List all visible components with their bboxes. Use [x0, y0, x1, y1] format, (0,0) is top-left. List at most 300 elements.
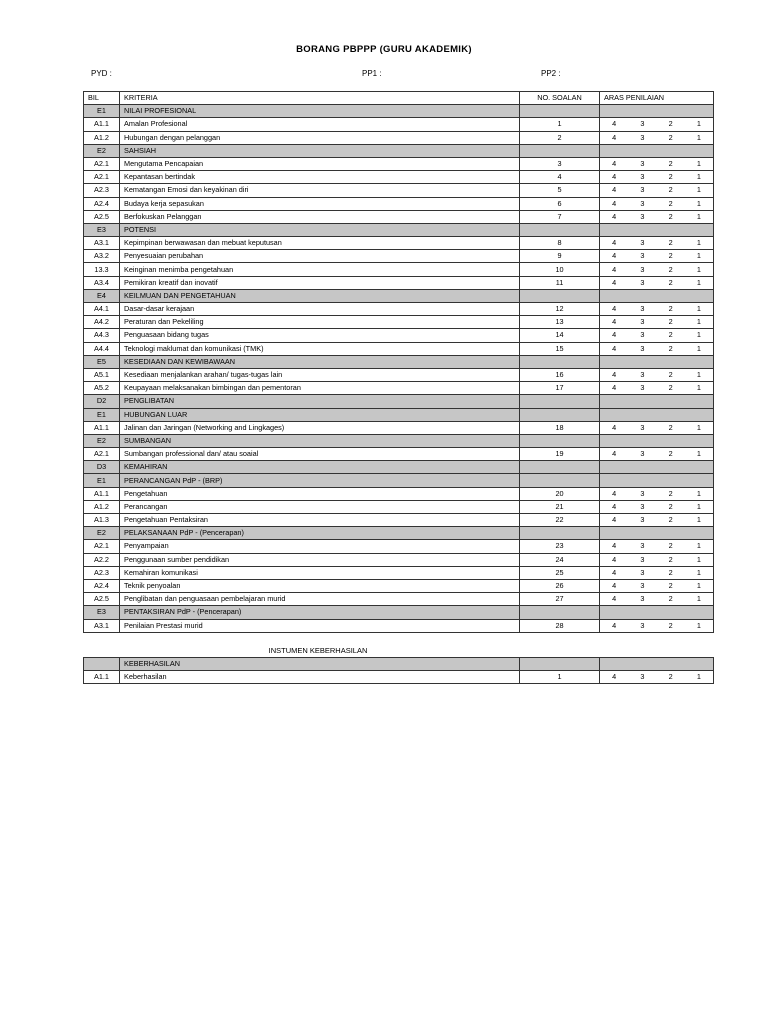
score-option[interactable]: 2 — [668, 422, 673, 432]
no-soalan-cell — [520, 408, 600, 421]
kriteria-cell: Dasar-dasar kerajaan — [120, 303, 520, 316]
score-option[interactable]: 4 — [612, 172, 617, 182]
bil-cell: A5.2 — [84, 382, 120, 395]
no-soalan-cell: 22 — [520, 514, 600, 527]
aras-penilaian-cell[interactable] — [600, 368, 714, 381]
score-option[interactable]: 1 — [696, 277, 701, 287]
score-option[interactable]: 1 — [696, 567, 701, 577]
kriteria-cell: Keberhasilan — [120, 671, 520, 684]
score-option[interactable]: 4 — [612, 198, 617, 208]
bil-cell: E1 — [84, 408, 120, 421]
aras-penilaian-cell[interactable] — [600, 118, 714, 131]
aras-penilaian-cell[interactable] — [600, 157, 714, 170]
aras-penilaian-cell[interactable] — [600, 619, 714, 632]
score-option[interactable]: 2 — [668, 343, 673, 353]
aras-penilaian-cell — [600, 658, 714, 671]
aras-penilaian-cell — [600, 289, 714, 302]
score-option[interactable]: 4 — [612, 620, 617, 630]
kriteria-cell: Sumbangan professional dan/ atau soaial — [120, 448, 520, 461]
bil-cell: A1.2 — [84, 500, 120, 513]
table-row — [84, 237, 714, 250]
score-option[interactable]: 4 — [612, 422, 617, 432]
kriteria-cell: Jalinan dan Jaringan (Networking and Lingkages) — [120, 421, 520, 434]
aras-penilaian-cell[interactable] — [600, 448, 714, 461]
score-option[interactable]: 4 — [612, 541, 617, 551]
score-option[interactable]: 4 — [612, 277, 617, 287]
table-row — [84, 421, 714, 434]
score-option[interactable]: 4 — [612, 449, 617, 459]
bil-cell: E2 — [84, 527, 120, 540]
no-soalan-cell — [520, 355, 600, 368]
instumen-title: INSTUMEN KEBERHASILAN — [268, 646, 368, 655]
section-row — [84, 527, 714, 540]
no-soalan-cell — [520, 658, 600, 671]
kriteria-cell: Mengutama Pencapaian — [120, 157, 520, 170]
score-option[interactable]: 3 — [640, 449, 645, 459]
score-option[interactable]: 3 — [640, 567, 645, 577]
section-row — [84, 105, 714, 118]
score-option[interactable]: 1 — [696, 330, 701, 340]
no-soalan-cell — [520, 105, 600, 118]
kriteria-cell: Keinginan menimba pengetahuan — [120, 263, 520, 276]
form-title: BORANG PBPPP (GURU AKADEMIK) — [296, 44, 472, 55]
bil-cell: A2.3 — [84, 566, 120, 579]
score-option[interactable]: 2 — [668, 383, 673, 393]
aras-penilaian-cell[interactable] — [600, 184, 714, 197]
kriteria-cell: Pengetahuan — [120, 487, 520, 500]
score-option[interactable]: 4 — [612, 567, 617, 577]
score-option[interactable]: 3 — [640, 211, 645, 221]
no-soalan-cell — [520, 461, 600, 474]
kriteria-cell: Pemikiran kreatif dan inovatif — [120, 276, 520, 289]
score-option[interactable]: 4 — [612, 211, 617, 221]
score-option[interactable]: 1 — [696, 119, 701, 129]
table-row — [84, 263, 714, 276]
no-soalan-cell — [520, 434, 600, 447]
score-option[interactable]: 2 — [668, 330, 673, 340]
aras-penilaian-cell — [600, 105, 714, 118]
score-option[interactable]: 4 — [612, 185, 617, 195]
score-option[interactable]: 4 — [612, 594, 617, 604]
aras-penilaian-cell[interactable] — [600, 566, 714, 579]
aras-penilaian-cell[interactable] — [600, 263, 714, 276]
score-option[interactable]: 2 — [668, 211, 673, 221]
score-option[interactable]: 4 — [612, 370, 617, 380]
bil-cell: A2.1 — [84, 540, 120, 553]
table-row — [84, 303, 714, 316]
score-option[interactable]: 1 — [696, 620, 701, 630]
score-option[interactable]: 1 — [696, 370, 701, 380]
bil-cell: E2 — [84, 144, 120, 157]
section-title: PELAKSANAAN PdP - (Pencerapan) — [120, 527, 520, 540]
score-option[interactable]: 4 — [612, 251, 617, 261]
score-option[interactable]: 1 — [696, 211, 701, 221]
section-row — [84, 434, 714, 447]
aras-penilaian-cell[interactable] — [600, 250, 714, 263]
score-option[interactable]: 1 — [696, 132, 701, 142]
table-row — [84, 487, 714, 500]
table-row — [84, 316, 714, 329]
table-row — [84, 131, 714, 144]
bil-cell: A2.1 — [84, 448, 120, 461]
score-option[interactable]: 2 — [668, 304, 673, 314]
score-option[interactable]: 3 — [640, 317, 645, 327]
table-row — [84, 157, 714, 170]
score-option[interactable]: 4 — [612, 330, 617, 340]
score-option[interactable]: 1 — [696, 317, 701, 327]
no-soalan-cell: 19 — [520, 448, 600, 461]
table-row — [84, 118, 714, 131]
aras-penilaian-cell[interactable] — [600, 329, 714, 342]
section-row — [84, 461, 714, 474]
score-option[interactable]: 1 — [696, 515, 701, 525]
score-option[interactable]: 2 — [668, 370, 673, 380]
kriteria-cell: Budaya kerja sepasukan — [120, 197, 520, 210]
no-soalan-cell — [520, 289, 600, 302]
bil-cell: 13.3 — [84, 263, 120, 276]
kriteria-cell: Kepantasan bertindak — [120, 171, 520, 184]
bil-cell: E3 — [84, 606, 120, 619]
score-option[interactable]: 4 — [612, 238, 617, 248]
score-option[interactable]: 2 — [668, 132, 673, 142]
kriteria-cell: Penglibatan dan penguasaan pembelajaran murid — [120, 593, 520, 606]
aras-penilaian-cell[interactable] — [600, 593, 714, 606]
bil-cell: D3 — [84, 461, 120, 474]
score-option[interactable]: 4 — [612, 581, 617, 591]
aras-penilaian-cell[interactable] — [600, 579, 714, 592]
aras-penilaian-cell — [600, 395, 714, 408]
aras-penilaian-cell[interactable] — [600, 382, 714, 395]
table-row — [84, 329, 714, 342]
score-option[interactable]: 2 — [668, 238, 673, 248]
bil-cell: A5.1 — [84, 368, 120, 381]
score-option[interactable]: 2 — [668, 567, 673, 577]
aras-penilaian-cell — [600, 408, 714, 421]
table-row — [84, 593, 714, 606]
score-option[interactable]: 2 — [668, 198, 673, 208]
score-option[interactable]: 4 — [612, 501, 617, 511]
table-row — [84, 342, 714, 355]
kriteria-cell: Keupayaan melaksanakan bimbingan dan pementoran — [120, 382, 520, 395]
section-title: SAHSIAH — [120, 144, 520, 157]
table-row — [84, 382, 714, 395]
no-soalan-cell: 18 — [520, 421, 600, 434]
bil-cell: E2 — [84, 434, 120, 447]
kriteria-cell: Peraturan dan Pekeliling — [120, 316, 520, 329]
aras-penilaian-cell[interactable] — [600, 421, 714, 434]
score-option[interactable]: 4 — [612, 554, 617, 564]
section-title: NILAI PROFESIONAL — [120, 105, 520, 118]
bil-cell: E3 — [84, 223, 120, 236]
score-option[interactable]: 1 — [696, 541, 701, 551]
score-option[interactable]: 3 — [640, 238, 645, 248]
no-soalan-cell: 9 — [520, 250, 600, 263]
bil-cell: A3.4 — [84, 276, 120, 289]
no-soalan-cell — [520, 474, 600, 487]
header-aras-penilaian: ARAS PENILAIAN — [600, 92, 714, 105]
score-option[interactable]: 2 — [668, 449, 673, 459]
no-soalan-cell: 17 — [520, 382, 600, 395]
score-option[interactable]: 1 — [696, 383, 701, 393]
bil-cell: A4.3 — [84, 329, 120, 342]
score-option[interactable]: 3 — [640, 383, 645, 393]
score-option[interactable]: 4 — [612, 488, 617, 498]
aras-penilaian-cell — [600, 461, 714, 474]
table-row — [84, 368, 714, 381]
score-option[interactable]: 1 — [696, 264, 701, 274]
no-soalan-cell: 7 — [520, 210, 600, 223]
score-option[interactable]: 3 — [640, 343, 645, 353]
aras-penilaian-cell[interactable] — [600, 553, 714, 566]
score-option[interactable]: 3 — [640, 330, 645, 340]
no-soalan-cell: 24 — [520, 553, 600, 566]
score-option[interactable]: 4 — [612, 159, 617, 169]
no-soalan-cell: 15 — [520, 342, 600, 355]
table-row — [84, 448, 714, 461]
score-option[interactable]: 2 — [668, 672, 673, 682]
section-row — [84, 408, 714, 421]
bil-cell: A1.1 — [84, 421, 120, 434]
score-option[interactable]: 4 — [612, 317, 617, 327]
score-option[interactable]: 3 — [640, 620, 645, 630]
aras-penilaian-cell[interactable] — [600, 210, 714, 223]
aras-penilaian-cell — [600, 355, 714, 368]
table-row — [84, 540, 714, 553]
no-soalan-cell: 21 — [520, 500, 600, 513]
kriteria-cell: Penyampaian — [120, 540, 520, 553]
score-option[interactable]: 2 — [668, 515, 673, 525]
score-option[interactable]: 3 — [640, 264, 645, 274]
score-option[interactable]: 3 — [640, 488, 645, 498]
table-row — [84, 514, 714, 527]
bil-cell: A4.4 — [84, 342, 120, 355]
score-option[interactable]: 1 — [696, 422, 701, 432]
section-title: PENGLIBATAN — [120, 395, 520, 408]
bil-cell: D2 — [84, 395, 120, 408]
bil-cell — [84, 658, 120, 671]
score-option[interactable]: 3 — [640, 119, 645, 129]
score-option[interactable]: 3 — [640, 251, 645, 261]
kriteria-cell: Penguasaan bidang tugas — [120, 329, 520, 342]
kriteria-cell: Penilaian Prestasi murid — [120, 619, 520, 632]
kriteria-cell: Teknik penyoalan — [120, 579, 520, 592]
score-option[interactable]: 2 — [668, 264, 673, 274]
score-option[interactable]: 1 — [696, 449, 701, 459]
kriteria-cell: Kemahiran komunikasi — [120, 566, 520, 579]
score-option[interactable]: 4 — [612, 264, 617, 274]
section-row — [84, 606, 714, 619]
score-option[interactable]: 1 — [696, 159, 701, 169]
score-option[interactable]: 2 — [668, 594, 673, 604]
aras-penilaian-cell — [600, 144, 714, 157]
score-option[interactable]: 2 — [668, 119, 673, 129]
score-option[interactable]: 3 — [640, 132, 645, 142]
no-soalan-cell: 28 — [520, 619, 600, 632]
table-row — [84, 671, 714, 684]
pp1-label: PP1 : — [362, 69, 382, 78]
score-option[interactable]: 3 — [640, 594, 645, 604]
aras-penilaian-cell[interactable] — [600, 237, 714, 250]
score-option[interactable]: 1 — [696, 672, 701, 682]
table-row — [84, 500, 714, 513]
bil-cell: A1.1 — [84, 118, 120, 131]
score-option[interactable]: 3 — [640, 277, 645, 287]
kriteria-cell: Perancangan — [120, 500, 520, 513]
bil-cell: A4.2 — [84, 316, 120, 329]
section-title: KESEDIAAN DAN KEWIBAWAAN — [120, 355, 520, 368]
aras-penilaian-cell[interactable] — [600, 500, 714, 513]
kriteria-cell: Hubungan dengan pelanggan — [120, 131, 520, 144]
score-option[interactable]: 3 — [640, 422, 645, 432]
aras-penilaian-cell — [600, 434, 714, 447]
bil-cell: A2.4 — [84, 579, 120, 592]
kriteria-cell: Kepimpinan berwawasan dan mebuat keputusan — [120, 237, 520, 250]
aras-penilaian-cell[interactable] — [600, 197, 714, 210]
score-option[interactable]: 2 — [668, 581, 673, 591]
score-option[interactable]: 1 — [696, 343, 701, 353]
score-option[interactable]: 3 — [640, 581, 645, 591]
bil-cell: A3.1 — [84, 619, 120, 632]
score-option[interactable]: 3 — [640, 172, 645, 182]
score-option[interactable]: 2 — [668, 554, 673, 564]
score-option[interactable]: 3 — [640, 672, 645, 682]
score-option[interactable]: 2 — [668, 620, 673, 630]
no-soalan-cell: 14 — [520, 329, 600, 342]
kriteria-cell: Penyesuaian perubahan — [120, 250, 520, 263]
bil-cell: A2.5 — [84, 210, 120, 223]
aras-penilaian-cell — [600, 606, 714, 619]
bil-cell: A3.1 — [84, 237, 120, 250]
table-row — [84, 276, 714, 289]
score-option[interactable]: 1 — [696, 251, 701, 261]
score-option[interactable]: 4 — [612, 672, 617, 682]
aras-penilaian-cell[interactable] — [600, 342, 714, 355]
score-option[interactable]: 4 — [612, 383, 617, 393]
score-option[interactable]: 3 — [640, 541, 645, 551]
section-title: HUBUNGAN LUAR — [120, 408, 520, 421]
no-soalan-cell — [520, 144, 600, 157]
score-option[interactable]: 3 — [640, 159, 645, 169]
section-row — [84, 355, 714, 368]
bil-cell: E1 — [84, 105, 120, 118]
section-title: POTENSI — [120, 223, 520, 236]
no-soalan-cell — [520, 527, 600, 540]
score-option[interactable]: 1 — [696, 488, 701, 498]
aras-penilaian-cell[interactable] — [600, 487, 714, 500]
bil-cell: A2.4 — [84, 197, 120, 210]
bil-cell: A2.1 — [84, 157, 120, 170]
score-option[interactable]: 2 — [668, 159, 673, 169]
aras-penilaian-cell[interactable] — [600, 540, 714, 553]
no-soalan-cell: 26 — [520, 579, 600, 592]
score-option[interactable]: 4 — [612, 304, 617, 314]
aras-penilaian-cell[interactable] — [600, 276, 714, 289]
score-option[interactable]: 3 — [640, 515, 645, 525]
kriteria-cell: Teknologi maklumat dan komunikasi (TMK) — [120, 342, 520, 355]
bil-cell: E4 — [84, 289, 120, 302]
no-soalan-cell: 13 — [520, 316, 600, 329]
no-soalan-cell: 27 — [520, 593, 600, 606]
no-soalan-cell: 3 — [520, 157, 600, 170]
score-option[interactable]: 1 — [696, 581, 701, 591]
aras-penilaian-cell[interactable] — [600, 303, 714, 316]
score-option[interactable]: 1 — [696, 594, 701, 604]
score-option[interactable]: 3 — [640, 370, 645, 380]
score-option[interactable]: 2 — [668, 317, 673, 327]
section-row — [84, 223, 714, 236]
aras-penilaian-cell[interactable] — [600, 671, 714, 684]
section-title: KEMAHIRAN — [120, 461, 520, 474]
score-option[interactable]: 1 — [696, 238, 701, 248]
header-no-soalan: NO. SOALAN — [520, 92, 600, 105]
no-soalan-cell: 25 — [520, 566, 600, 579]
section-row — [84, 395, 714, 408]
kriteria-cell: Penggunaan sumber pendidikan — [120, 553, 520, 566]
no-soalan-cell: 23 — [520, 540, 600, 553]
no-soalan-cell: 2 — [520, 131, 600, 144]
aras-penilaian-cell[interactable] — [600, 131, 714, 144]
section-row — [84, 289, 714, 302]
bil-cell: A2.5 — [84, 593, 120, 606]
score-option[interactable]: 1 — [696, 304, 701, 314]
section-row — [84, 658, 714, 671]
score-option[interactable]: 1 — [696, 501, 701, 511]
kriteria-cell: Pengetahuan Pentaksiran — [120, 514, 520, 527]
score-option[interactable]: 3 — [640, 198, 645, 208]
score-option[interactable]: 3 — [640, 185, 645, 195]
score-option[interactable]: 2 — [668, 251, 673, 261]
table-header-row — [84, 92, 714, 105]
score-option[interactable]: 3 — [640, 304, 645, 314]
aras-penilaian-cell[interactable] — [600, 316, 714, 329]
no-soalan-cell: 16 — [520, 368, 600, 381]
kriteria-cell: Amalan Profesional — [120, 118, 520, 131]
section-title: PERANCANGAN PdP - (BRP) — [120, 474, 520, 487]
aras-penilaian-cell[interactable] — [600, 171, 714, 184]
score-option[interactable]: 1 — [696, 198, 701, 208]
score-option[interactable]: 4 — [612, 515, 617, 525]
score-option[interactable]: 4 — [612, 343, 617, 353]
score-option[interactable]: 2 — [668, 172, 673, 182]
score-option[interactable]: 3 — [640, 501, 645, 511]
no-soalan-cell: 12 — [520, 303, 600, 316]
score-option[interactable]: 4 — [612, 119, 617, 129]
section-row — [84, 474, 714, 487]
no-soalan-cell — [520, 223, 600, 236]
score-option[interactable]: 2 — [668, 488, 673, 498]
score-option[interactable]: 1 — [696, 172, 701, 182]
bil-cell: A1.2 — [84, 131, 120, 144]
score-option[interactable]: 2 — [668, 185, 673, 195]
score-option[interactable]: 1 — [696, 185, 701, 195]
section-title: KEBERHASILAN — [120, 658, 520, 671]
score-option[interactable]: 1 — [696, 554, 701, 564]
no-soalan-cell: 5 — [520, 184, 600, 197]
no-soalan-cell — [520, 606, 600, 619]
header-kriteria: KRITERIA — [120, 92, 520, 105]
bil-cell: A2.3 — [84, 184, 120, 197]
score-option[interactable]: 2 — [668, 277, 673, 287]
score-option[interactable]: 2 — [668, 541, 673, 551]
aras-penilaian-cell[interactable] — [600, 514, 714, 527]
score-option[interactable]: 4 — [612, 132, 617, 142]
table-row — [84, 250, 714, 263]
score-option[interactable]: 2 — [668, 501, 673, 511]
no-soalan-cell — [520, 395, 600, 408]
no-soalan-cell: 1 — [520, 118, 600, 131]
table-row — [84, 579, 714, 592]
score-option[interactable]: 3 — [640, 554, 645, 564]
